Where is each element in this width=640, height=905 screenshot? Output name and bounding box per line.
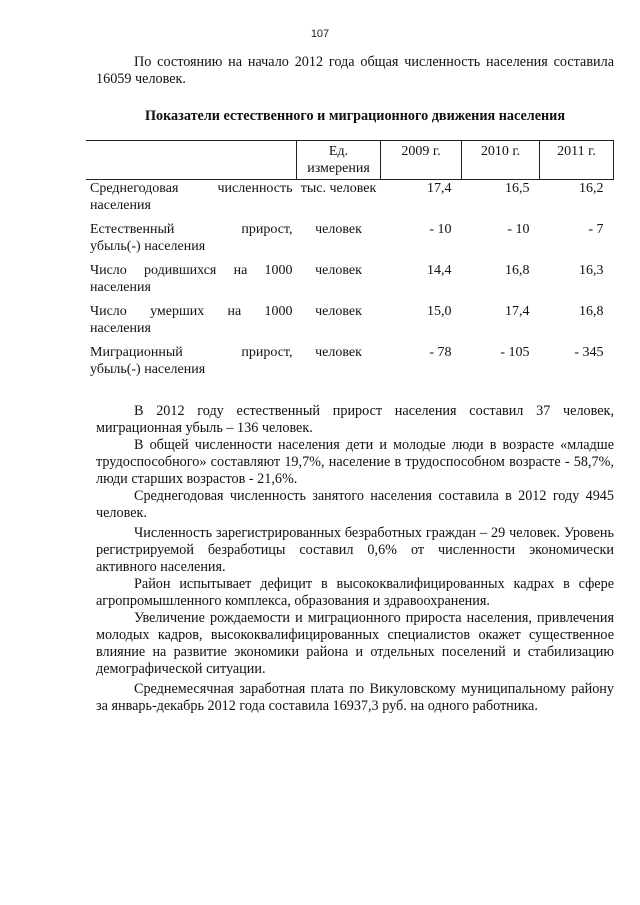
header-2011-cell: 2011 г.: [540, 141, 614, 180]
row-unit: человек: [315, 222, 362, 237]
indicator-name-line1: Число умерших на 1000: [90, 304, 293, 319]
population-stats-table: [86, 140, 614, 385]
row-value-2011: - 345: [574, 345, 604, 360]
table-row: [86, 180, 614, 222]
table-row: [86, 344, 614, 385]
row-indicator-name: [86, 344, 297, 385]
table-title: Показатели естественного и миграционного движения населения: [144, 108, 566, 124]
paragraph-average-salary: Среднемесячная заработная плата по Викуловскому муниципальному району за январь-декабрь 2012 года составила 16937,3 руб. на одного работника.: [96, 681, 614, 714]
indicator-name-line2: населения: [90, 198, 151, 213]
header-2010-cell: 2010 г.: [462, 141, 540, 180]
indicator-name-line1: Среднегодовая численность: [90, 181, 293, 196]
table-row: [86, 303, 614, 344]
row-value-2011: - 7: [588, 222, 604, 237]
row-value-2009: 17,4: [427, 181, 452, 196]
row-unit: человек: [315, 345, 362, 360]
row-unit: человек: [315, 263, 362, 278]
intro-paragraph: По состоянию на начало 2012 года общая численность населения составила 16059 человек.: [96, 54, 614, 87]
table-row: [86, 221, 614, 262]
row-value-2011: 16,3: [579, 263, 604, 278]
row-value-2010: - 105: [500, 345, 530, 360]
header-indicator-cell: [86, 141, 297, 180]
header-2009-cell: 2009 г.: [381, 141, 462, 180]
row-value-2009: 15,0: [427, 304, 452, 319]
row-value-2010: 16,5: [505, 181, 530, 196]
table-header-row: [86, 141, 614, 180]
row-value-2010: 16,8: [505, 263, 530, 278]
indicator-name-line2: населения: [90, 321, 151, 336]
header-unit-cell: Ед. измерения: [297, 141, 381, 180]
row-indicator-name: [86, 303, 297, 344]
row-value-2009: - 10: [429, 222, 452, 237]
indicator-name-line1: Число родившихся на 1000: [90, 263, 293, 278]
page-number: 107: [310, 28, 330, 40]
row-indicator-name: [86, 180, 297, 222]
paragraph-unemployment: Численность зарегистрированных безработных граждан – 29 человек. Уровень регистрируемой безработицы составил 0,6% от численности экономически активного населения.: [96, 525, 614, 575]
table-row: [86, 262, 614, 303]
row-value-2009: - 78: [429, 345, 452, 360]
row-value-2011: 16,2: [579, 181, 604, 196]
paragraph-natural-growth: В 2012 году естественный прирост населения составил 37 человек, миграционная убыль – 136 человек.: [96, 403, 614, 436]
indicator-name-line2: убыль(-) населения: [90, 239, 206, 254]
indicator-name-line1: Естественный прирост,: [90, 222, 293, 237]
row-value-2010: 17,4: [505, 304, 530, 319]
paragraph-age-structure: В общей численности населения дети и молодые люди в возрасте «младше трудоспособного» составляют 19,7%, население в трудоспособном возрасте - 58,7%, люди старших возрастов - 21,6%.: [96, 437, 614, 487]
row-indicator-name: [86, 221, 297, 262]
row-value-2010: - 10: [507, 222, 530, 237]
row-unit: тыс. человек: [300, 181, 377, 196]
paragraph-employment: Среднегодовая численность занятого населения составила в 2012 году 4945 человек.: [96, 488, 614, 521]
row-unit: человек: [315, 304, 362, 319]
indicator-name-line1: Миграционный прирост,: [90, 345, 293, 360]
indicator-name-line2: населения: [90, 280, 151, 295]
row-value-2009: 14,4: [427, 263, 452, 278]
paragraph-staff-deficit: Район испытывает дефицит в высококвалифицированных кадрах в сфере агропромышленного комплекса, образования и здравоохранения.: [96, 576, 614, 609]
indicator-name-line2: убыль(-) населения: [90, 362, 206, 377]
paragraph-demographic-outlook: Увеличение рождаемости и миграционного прироста населения, привлечения молодых кадров, высококвалифицированных специалистов окажет существенное влияние на развитие экономики района и отдельных поселений и стабилизацию демографической ситуации.: [96, 610, 614, 677]
row-value-2011: 16,8: [579, 304, 604, 319]
row-indicator-name: [86, 262, 297, 303]
